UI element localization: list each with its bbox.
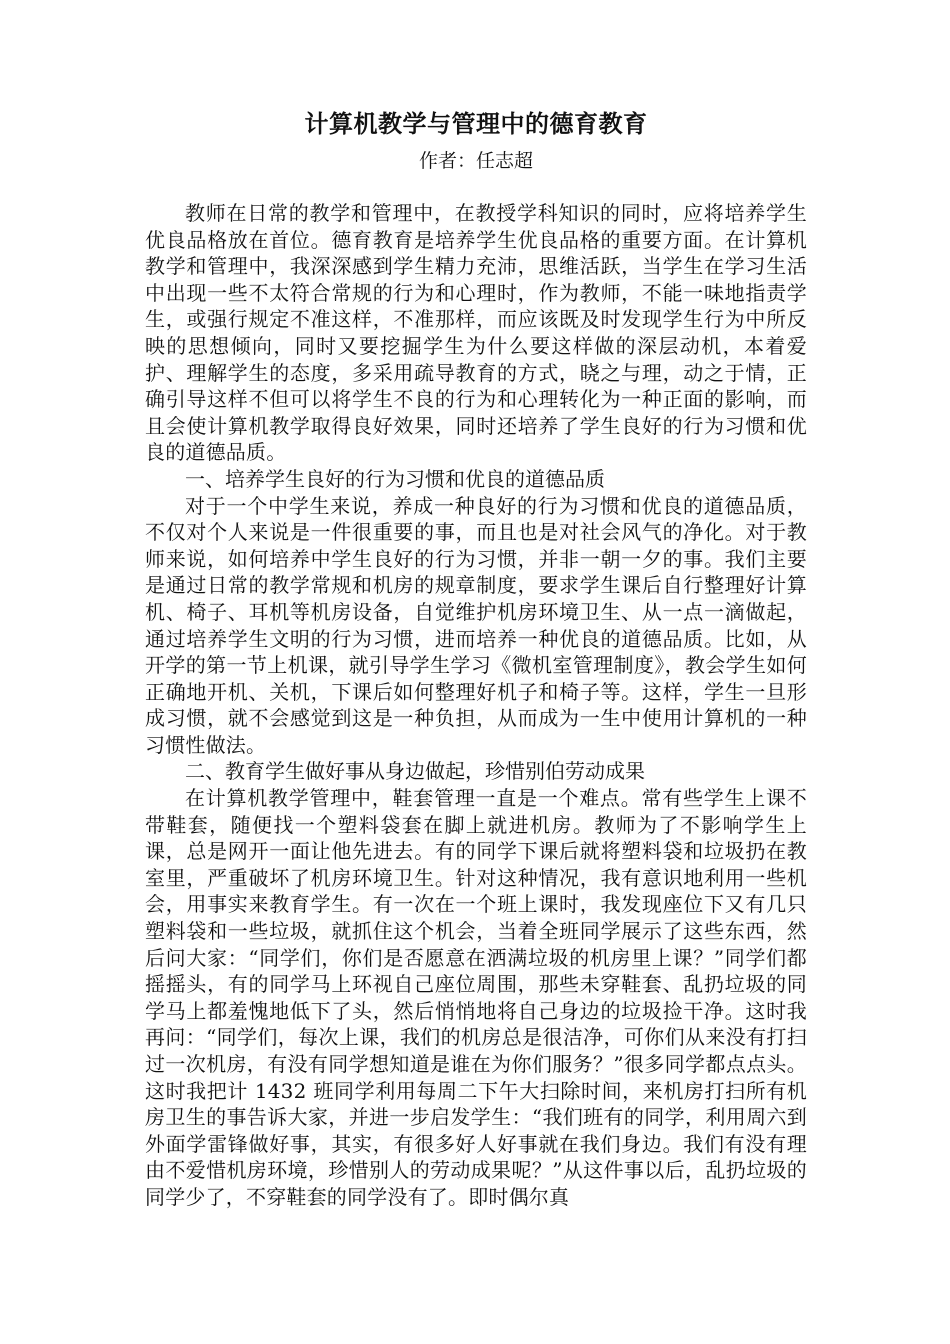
section-heading-1: 一、培养学生良好的行为习惯和优良的道德品质 bbox=[185, 466, 605, 491]
section-heading-2: 二、教育学生做好事从身边做起，珍惜别伯劳动成果 bbox=[185, 759, 645, 784]
document-title: 计算机教学与管理中的德育教育 bbox=[304, 109, 648, 138]
body-paragraph-section-2: 在计算机教学管理中，鞋套管理一直是一个难点。常有些学生上课不带鞋套，随便找一个塑料袋套在脚上就进机房。教师为了不影响学生上课，总是网开一面让他先进去。有的同学下课后就将塑料袋和垃圾扔在教室里，严重破坏了机房环境卫生。针对这种情况，我有意识地利用一些机会，用事实来教育学生。有一次在一个班上课时，我发现座位下又有几只塑料袋和一些垃圾，就抓住这个机会，当着全班同学展示了这些东西，然后问大家：“同学们，你们是否愿意在洒满垃圾的机房里上课？”同学们都摇摇头，有的同学马上环视自己座位周围，那些未穿鞋套、乱扔垃圾的同学马上都羞愧地低下了头，然后悄悄地将自己身边的垃圾捡干净。这时我再问：“同学们，每次上课，我们的机房总是很洁净，可你们从来没有打扫过一次机房，有没有同学想知道是谁在为你们服务？”很多同学都点点头。这时我把计 1432 班同学利用每周二下午大扫除时间，来机房打扫所有机房卫生的事告诉大家，并进一步启发学生：“我们班有的同学，利用周六到外面学雷锋做好事，其实，有很多好人好事就在我们身边。我们有没有理由不爱惜机房环境，珍惜别人的劳动成果呢？”从这件事以后，乱扔垃圾的同学少了，不穿鞋套的同学没有了。即时偶尔真 bbox=[145, 786, 807, 1209]
document-page bbox=[145, 108, 807, 1211]
body-paragraph-intro: 教师在日常的教学和管理中，在教授学科知识的同时，应将培养学生优良品格放在首位。德育教育是培养学生优良品格的重要方面。在计算机教学和管理中，我深深感到学生精力充沛，思维活跃，当学生在学习生活中出现一些不太符合常规的行为和心理时，作为教师，不能一味地指责学生，或强行规定不准这样，不准那样，而应该既及时发现学生行为中所反映的思想倾向，同时又要挖掘学生为什么要这样做的深层动机，本着爱护、理解学生的态度，多采用疏导教育的方式，晓之与理，动之于情，正确引导这样不但可以将学生不良的行为和心理转化为一种正面的影响，而且会使计算机教学取得良好效果，同时还培养了学生良好的行为习惯和优良的道德品质。 bbox=[145, 201, 807, 465]
body-paragraph-section-1: 对于一个中学生来说，养成一种良好的行为习惯和优良的道德品质，不仅对个人来说是一件很重要的事，而且也是对社会风气的净化。对于教师来说，如何培养中学生良好的行为习惯，并非一朝一夕的事。我们主要是通过日常的教学常规和机房的规章制度，要求学生课后自行整理好计算机、椅子、耳机等机房设备，自觉维护机房环境卫生、从一点一滴做起，通过培养学生文明的行为习惯，进而培养一种优良的道德品质。比如，从开学的第一节上机课，就引导学生学习《微机室管理制度》，教会学生如何正确地开机、关机，下课后如何整理好机子和椅子等。这样，学生一旦形成习惯，就不会感觉到这是一种负担，从而成为一生中使用计算机的一种习惯性做法。 bbox=[145, 493, 807, 757]
document-author: 作者：任志超 bbox=[418, 150, 533, 172]
